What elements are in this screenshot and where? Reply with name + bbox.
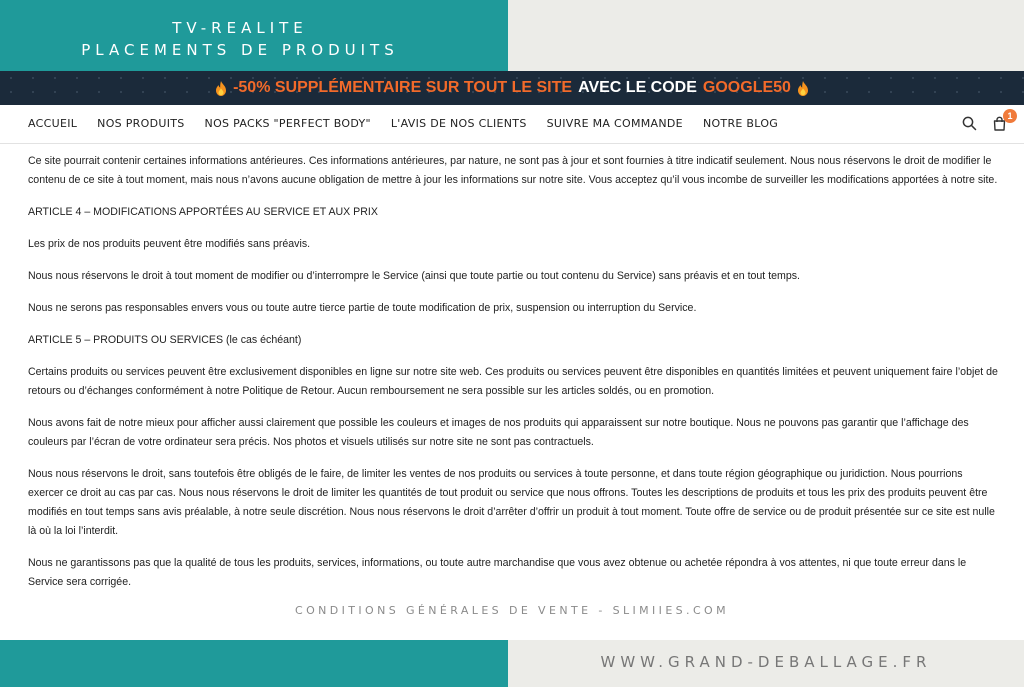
promo-bar[interactable] xyxy=(0,71,1024,105)
paragraph: Nous nous réservons le droit à tout moment de modifier ou d’interrompre le Service (ainsi que toute partie ou tout contenu du Service) sans préavis et en tout temps. xyxy=(28,270,800,282)
paragraph: Nous ne serons pas responsables envers vous ou toute autre tierce partie de toute modification de prix, suspension ou interruption du Service. xyxy=(28,302,697,314)
nav-item-nos-packs[interactable]: NOS PACKS "PERFECT BODY" xyxy=(204,117,371,130)
paragraph: Certains produits ou services peuvent être exclusivement disponibles en ligne sur notre site web. Ces produits ou services peuvent être disponibles en quantités limitées et peuvent uniquement faire l’objet de retours ou d’échanges conformément à notre Politique de Retour. Aucun remboursement ne sera possible sur les articles soldés, ou en promotion. xyxy=(28,366,998,397)
article-heading: ARTICLE 5 – PRODUITS OU SERVICES (le cas échéant) xyxy=(28,334,302,346)
cart-count-badge[interactable]: 1 xyxy=(1003,109,1017,123)
header-title-line1: TV-REALITE xyxy=(172,19,308,37)
promo-discount-text: -50% SUPPLÉMENTAIRE SUR TOUT LE SITE xyxy=(233,79,573,96)
terms-document xyxy=(28,152,1000,605)
nav-item-avis-clients[interactable]: L'AVIS DE NOS CLIENTS xyxy=(390,117,527,130)
paragraph: Nous nous réservons le droit, sans toutefois être obligés de le faire, de limiter les ventes de nos produits ou services à toute personne, et dans toute région géographique ou juridiction. Nous pourrions exercer ce droit au cas par cas. Nous nous réservons le droit de limiter les quantités de tout produit ou service que nous offrons. Toutes les descriptions de produits et tous les prix des produits peuvent être modifiés en tout temps sans avis préalable, à notre seule discrétion. Nous nous réservons le droit d’arrêter d’offrir un produit à tout moment. Toute offre de service ou de produit présentée sur ce site est nulle là où la loi l’interdit. xyxy=(28,468,995,537)
footer-site-url: WWW.GRAND-DEBALLAGE.FR xyxy=(600,653,932,671)
header-banner xyxy=(0,0,508,71)
nav-item-nos-produits[interactable]: NOS PRODUITS xyxy=(97,117,185,130)
nav-item-suivre-commande[interactable]: SUIVRE MA COMMANDE xyxy=(546,117,683,130)
nav-item-accueil[interactable]: ACCUEIL xyxy=(28,117,78,130)
promo-code-label: AVEC LE CODE xyxy=(578,79,697,96)
promo-code: GOOGLE50 xyxy=(702,79,791,96)
paragraph: Ce site pourrait contenir certaines informations antérieures. Ces informations antérieures, par nature, ne sont pas à jour et sont fournies à titre indicatif seulement. Nous nous réservons le droit de modifier le contenu de ce site à tout moment, mais nous n’avons aucune obligation de mettre à jour les informations sur notre site. Vous acceptez qu’il vous incombe de surveiller les modifications apportées à notre site. xyxy=(28,155,998,186)
paragraph: Les prix de nos produits peuvent être modifiés sans préavis. xyxy=(28,238,311,250)
header-title-line2: PLACEMENTS DE PRODUITS xyxy=(81,41,399,59)
fire-icon xyxy=(797,81,809,96)
nav-item-notre-blog[interactable]: NOTRE BLOG xyxy=(702,117,779,130)
article-heading: ARTICLE 4 – MODIFICATIONS APPORTÉES AU SERVICE ET AUX PRIX xyxy=(28,206,378,218)
paragraph: Nous ne garantissons pas que la qualité de tous les produits, services, informations, ou toute autre marchandise que vous avez obtenue ou achetée répondra à vos attentes, ni que toute erreur dans le Service sera corrigée. xyxy=(28,557,967,588)
footer-teal-panel xyxy=(0,640,508,687)
content-area xyxy=(0,144,1024,640)
search-icon[interactable] xyxy=(962,116,977,131)
fire-icon xyxy=(215,81,227,96)
main-nav xyxy=(0,105,1024,144)
header-right-panel xyxy=(508,0,1024,71)
source-caption: CONDITIONS GÉNÉRALES DE VENTE - SLIMIIES.COM xyxy=(295,604,729,617)
paragraph: Nous avons fait de notre mieux pour afficher aussi clairement que possible les couleurs et images de nos produits qui apparaissent sur notre boutique. Nous ne pouvons pas garantir que l’affichage des couleurs par l’écran de votre ordinateur sera précis. Nos photos et visuels utilisés sur notre site ne sont pas contractuels. xyxy=(28,417,969,448)
